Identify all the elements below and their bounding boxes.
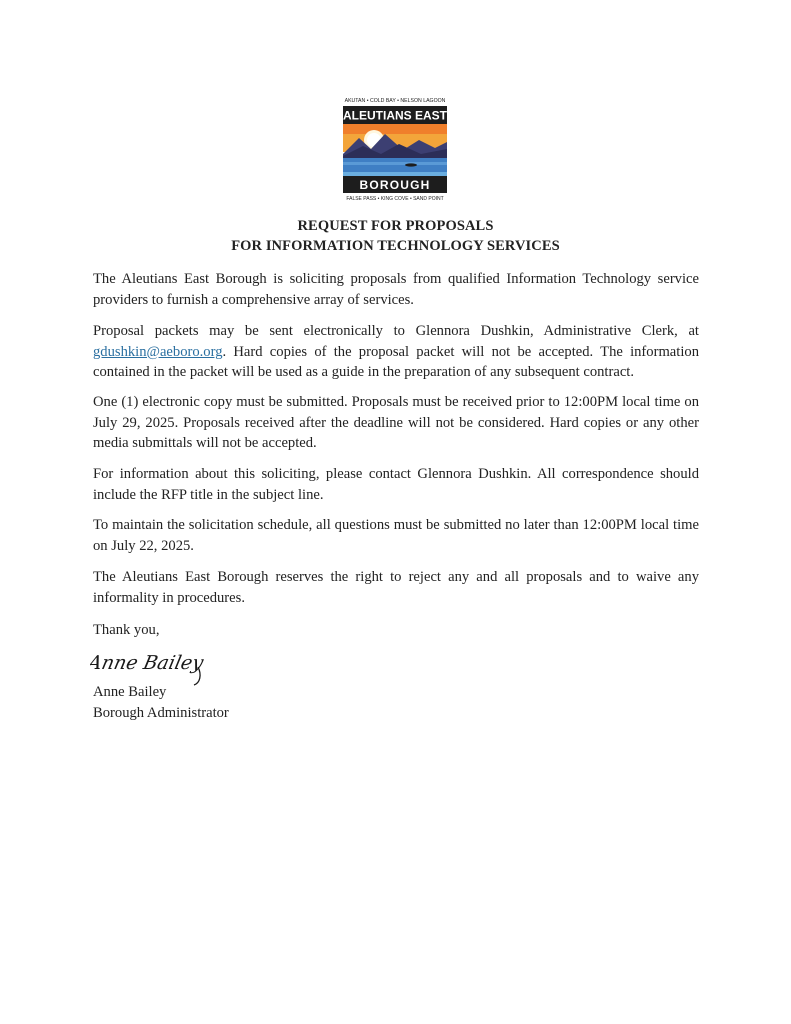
logo-bottom-text: FALSE PASS • KING COVE • SAND POINT xyxy=(346,196,444,202)
paragraph-questions: To maintain the solicitation schedule, all questions must be submitted no later than 12:00PM local time on July 22, 2025. xyxy=(93,517,699,554)
paragraph-intro: The Aleutians East Borough is soliciting proposals from qualified Information Technology service providers to furnish a comprehensive array of services. xyxy=(93,271,699,308)
signature-script: Anne Bailey xyxy=(90,651,206,674)
paragraph-contact: For information about this soliciting, please contact Glennora Dushkin. All correspondence should include the RFP title in the subject line. xyxy=(93,466,699,503)
logo-top-text: AKUTAN • COLD BAY • NELSON LAGOON xyxy=(344,98,446,104)
paragraph-submission-text-after: . Hard copies of the proposal packet will not be accepted. The information contained in the packet will be used as a guide in the preparation of any subsequent contract. xyxy=(93,343,699,381)
paragraph-reserves: The Aleutians East Borough reserves the right to reject any and all proposals and to waive any informality in procedures. xyxy=(93,569,699,606)
paragraph-submission-text-before: Proposal packets may be sent electronically to Glennora Dushkin, Administrative Clerk, at xyxy=(93,323,699,339)
aleutians-east-borough-logo xyxy=(341,94,449,203)
title-line-1: REQUEST FOR PROPOSALS xyxy=(297,218,494,234)
signer-name: Anne Bailey xyxy=(93,684,167,700)
logo-name-line1: ALEUTIANS EAST xyxy=(342,108,448,123)
signer-block xyxy=(93,682,229,723)
email-link[interactable]: gdushkin@aeboro.org xyxy=(93,343,223,360)
paragraph-deadline: One (1) electronic copy must be submitted. Proposals must be received prior to 12:00PM local time on July 29, 2025. Proposals received after the deadline will not be considered. Hard copies or any other media submittals will not be accepted. xyxy=(93,394,699,452)
paragraph-submission xyxy=(93,321,699,383)
title-line-2: FOR INFORMATION TECHNOLOGY SERVICES xyxy=(231,238,560,254)
signer-title: Borough Administrator xyxy=(93,704,229,721)
logo-name-line2: BOROUGH xyxy=(359,178,431,192)
closing: Thank you, xyxy=(93,622,160,638)
